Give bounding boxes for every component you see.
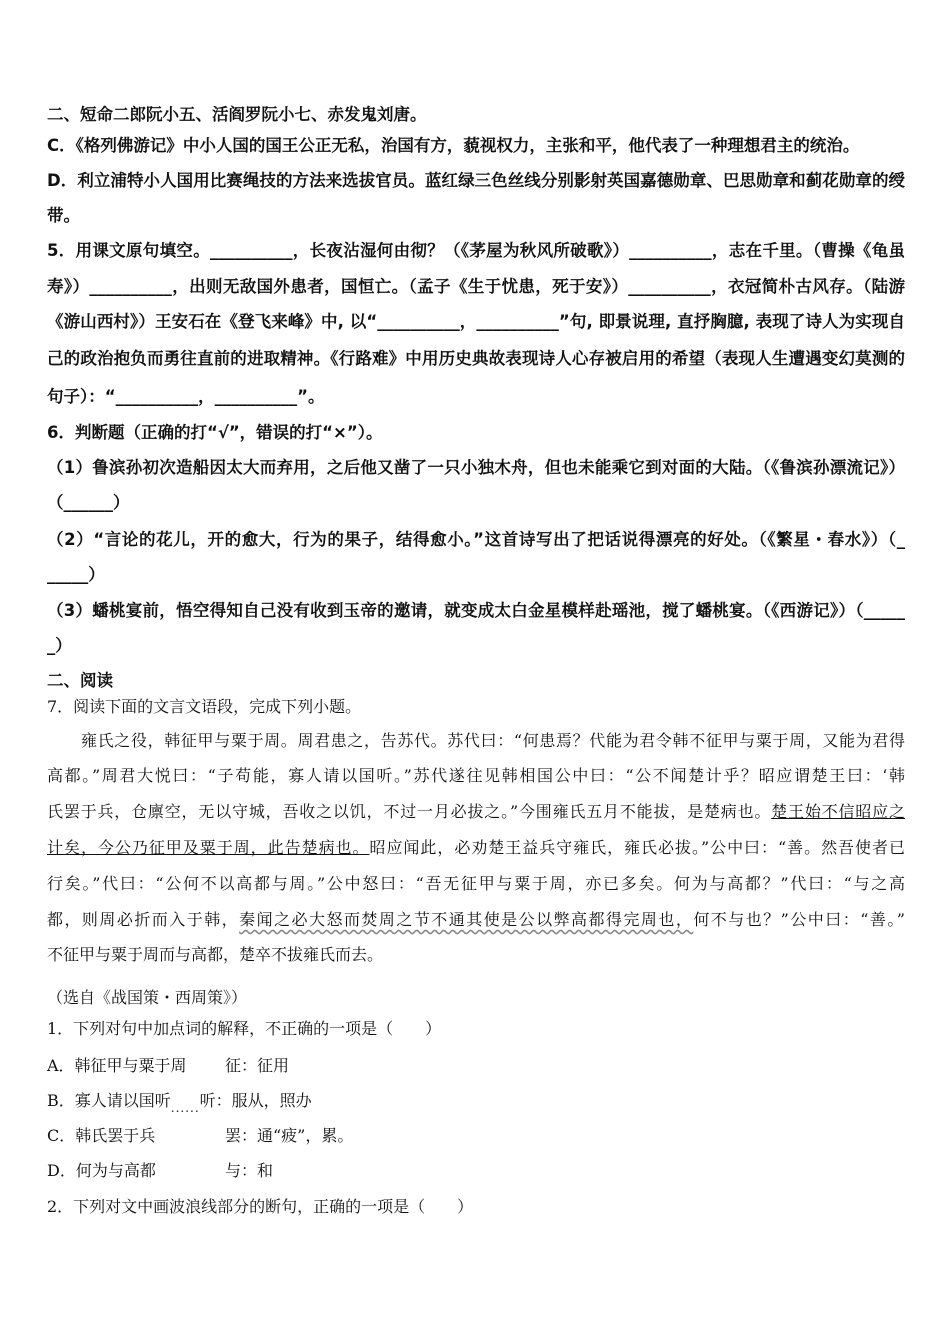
option-c: C．《格列佛游记》中小人国的国王公正无私，治国有方，藐视权力，主张和平，他代表了一种理想君主的统治。 [47, 136, 860, 155]
choice-label: B．寡人请以国听 [47, 1091, 171, 1110]
passage-line: 行矣。”代曰：“公何不以高都与周。”公中怒曰：“吾无征甲与粟于周，亦已多矣。何为与高都？”代曰：“与之高 [47, 874, 905, 893]
choice-gloss: 罢：通“疲”，累。 [225, 1126, 354, 1145]
subquestion-1-stem: 1．下列对句中加点词的解释，不正确的一项是（ ） [47, 1019, 442, 1038]
passage-text: 何不与也？”公中曰：“善。” [693, 910, 905, 929]
underlined-text: 计矣，今公乃征甲及粟于周，此告楚病也。 [47, 838, 370, 857]
choice-gloss: 听：服从，照办 [199, 1091, 312, 1110]
q5-line: 句子）：“__________，__________”。 [47, 387, 325, 406]
option-b-continued: 二、短命二郎阮小五、活阎罗阮小七、赤发鬼刘唐。 [47, 105, 427, 124]
q5-line: 《游山西村》）王安石在《登飞来峰》中, 以“__________，__________”句, 即景说理, 直抒胸臆, 表现了诗人为实现自 [47, 312, 905, 331]
passage-line: 不征甲与粟于周而与高都，楚卒不拔雍氏而去。 [47, 945, 384, 964]
choice-d[interactable] [47, 1160, 905, 1182]
q6-item-2-blank: _____） [47, 565, 105, 584]
choice-gloss: 征：征用 [225, 1056, 290, 1075]
passage-line: 高都。”周君大悦曰：“子苟能，寡人请以国听。”苏代遂往见韩相国公中曰：“公不闻楚计乎？昭应谓楚王曰：‘韩 [47, 766, 905, 785]
wavy-underlined-text: 秦闻之必大怒而焚周之节不通其使是公以弊高都得完周也， [239, 910, 694, 929]
q6-item-3: （3）蟠桃宴前，悟空得知自己没有收到玉帝的邀请，就变成太白金星模样赴瑶池，搅了蟠桃宴。（《西游记》）（_____ [47, 601, 905, 620]
underlined-text: 楚王始不信昭应之 [771, 802, 905, 821]
q6-title: 6．判断题（正确的打“√”，错误的打“×”）。 [47, 423, 383, 442]
choice-a[interactable] [47, 1055, 905, 1077]
passage-line [47, 837, 905, 859]
choice-gloss: 与：和 [225, 1161, 274, 1180]
passage-line: 雍氏之役，韩征甲与粟于周。周君患之，告苏代。苏代曰：“何患焉？代能为君令韩不征甲与粟于周，又能为君得 [81, 731, 905, 750]
q6-item-1-blank: （______） [47, 493, 130, 512]
choice-label: A．韩征甲与粟于周 [47, 1056, 187, 1075]
q6-item-1: （1）鲁滨孙初次造船因太大而弃用，之后他又凿了一只小独木舟，但也未能乘它到对面的大陆。（《鲁滨孙漂流记》） [47, 458, 905, 477]
passage-source: （选自《战国策・西周策》） [47, 988, 248, 1007]
passage-text: 昭应闻此，必劝楚王益兵守雍氏，雍氏必拔。”公中曰：“善。然吾使者已 [369, 838, 905, 857]
q6-item-3-blank: _） [47, 636, 72, 655]
option-d: D．利立浦特小人国用比赛绳技的方法来选拔官员。蓝红绿三色丝线分别影射英国嘉德勋章、巴思勋章和蓟花勋章的绶 [47, 171, 905, 190]
choice-label: D．何为与高都 [47, 1161, 156, 1180]
passage-text: 都，则周必折而入于韩， [47, 910, 240, 929]
section-heading: 二、阅读 [47, 671, 113, 690]
choice-b[interactable] [47, 1090, 905, 1119]
emphasis-dots: ...... [170, 1101, 200, 1115]
passage-text: 氏罢于兵，仓廪空，无以守城，吾收之以饥，不过一月必拔之。”今围雍氏五月不能拔，是楚病也。 [47, 802, 772, 821]
q5-line: 己的政治抱负而勇往直前的进取精神。《行路难》中用历史典故表现诗人心存被启用的希望（表现人生遭遇变幻莫测的 [47, 349, 905, 368]
q5-line: 5．用课文原句填空。__________，长夜沾湿何由彻？（《茅屋为秋风所破歌》）__________，志在千里。（曹操《龟虽 [47, 241, 905, 260]
passage-line [47, 801, 905, 823]
choice-label: C．韩氏罢于兵 [47, 1126, 156, 1145]
choice-c[interactable] [47, 1125, 905, 1147]
subquestion-2-stem: 2．下列对文中画波浪线部分的断句，正确的一项是（ ） [47, 1197, 474, 1216]
q6-item-2: （2）“言论的花儿，开的愈大，行为的果子，结得愈小。”这首诗写出了把话说得漂亮的好处。（《繁星・春水》）（_ [47, 530, 905, 549]
option-d-end: 带。 [47, 206, 80, 225]
q5-line: 寿》）__________，出则无敌国外患者，国恒亡。（孟子《生于忧患，死于安》）__________，衣冠简朴古风存。（陆游 [47, 277, 905, 296]
q7-title: 7．阅读下面的文言文语段，完成下列小题。 [47, 697, 362, 716]
passage-line [47, 909, 905, 931]
